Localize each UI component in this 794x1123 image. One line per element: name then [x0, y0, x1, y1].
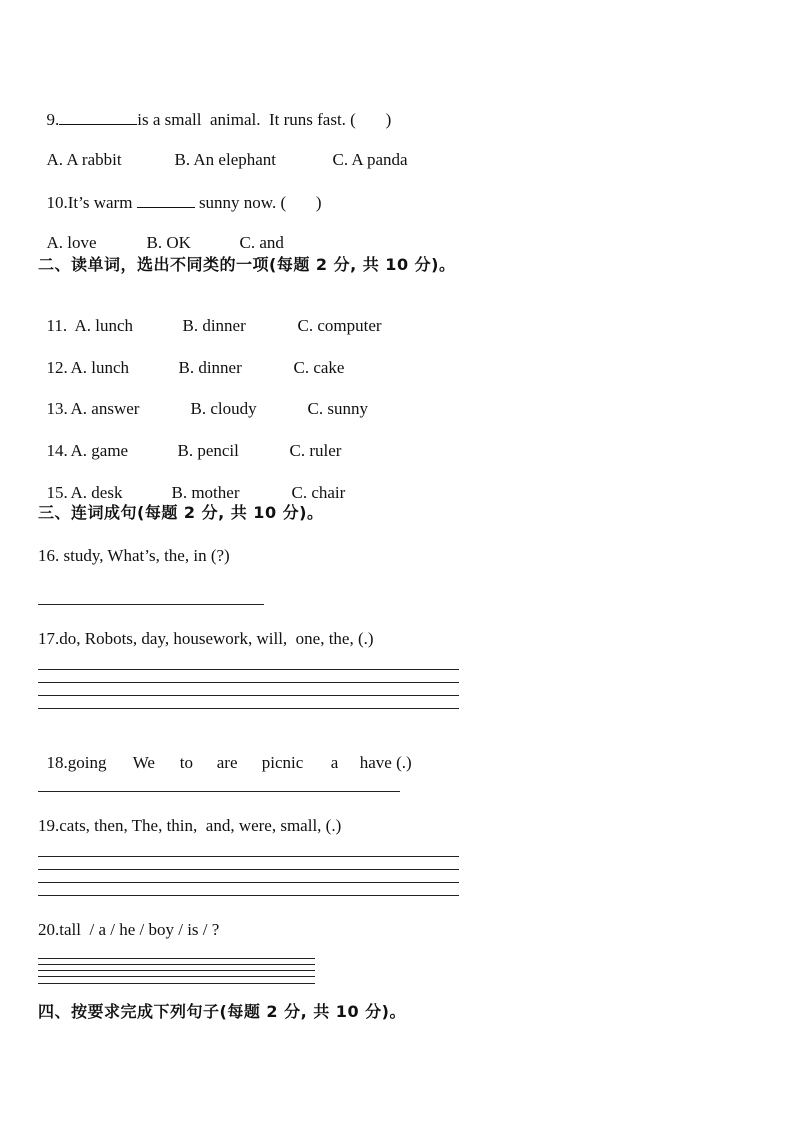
- option-a[interactable]: A. love: [46, 233, 97, 252]
- answer-line[interactable]: [38, 856, 459, 857]
- question-text-pre: It’s warm: [67, 193, 137, 212]
- option-c[interactable]: C. cake: [293, 358, 345, 377]
- option-b[interactable]: B. An elephant: [174, 150, 277, 169]
- question-number: 11.: [46, 316, 68, 335]
- answer-blank[interactable]: [137, 191, 195, 208]
- option-b[interactable]: B. mother: [171, 483, 240, 502]
- option-c[interactable]: C. ruler: [289, 441, 342, 460]
- word: We: [132, 753, 155, 772]
- question-11: [38, 296, 382, 336]
- option-c[interactable]: C. chair: [291, 483, 346, 502]
- question-number: 13.: [46, 399, 68, 418]
- option-c[interactable]: C. A panda: [332, 150, 408, 169]
- answer-line[interactable]: [38, 695, 459, 696]
- answer-line[interactable]: [38, 682, 459, 683]
- question-19: 19.cats, then, The, thin, and, were, small, (.): [38, 816, 342, 835]
- answer-line[interactable]: [38, 976, 315, 977]
- answer-line[interactable]: [38, 669, 459, 670]
- question-10-options: [38, 213, 284, 253]
- answer-line[interactable]: [38, 791, 400, 792]
- word: going: [67, 753, 107, 772]
- option-b[interactable]: B. cloudy: [190, 399, 257, 418]
- question-9: [38, 88, 391, 130]
- option-c[interactable]: C. sunny: [307, 399, 368, 418]
- section-2-heading: 二、读单词，选出不同类的一项(每题 2 分, 共 10 分)。: [38, 255, 456, 274]
- answer-blank[interactable]: [59, 108, 137, 125]
- answer-line[interactable]: [38, 958, 315, 959]
- option-b[interactable]: B. OK: [146, 233, 191, 252]
- answer-line[interactable]: [38, 970, 315, 971]
- question-14: [38, 421, 341, 461]
- question-text: is a small animal. It runs fast. ( ): [137, 110, 392, 129]
- answer-line[interactable]: [38, 708, 459, 709]
- question-number: 15.: [46, 483, 68, 502]
- question-15: [38, 463, 345, 503]
- option-a[interactable]: A. lunch: [70, 358, 130, 377]
- question-12: [38, 338, 344, 378]
- option-a[interactable]: A. lunch: [74, 316, 134, 335]
- answer-line[interactable]: [38, 895, 459, 896]
- question-9-options: [38, 130, 408, 170]
- question-text-post: sunny now. ( ): [194, 193, 322, 212]
- question-13: [38, 379, 368, 419]
- answer-line[interactable]: [38, 983, 315, 984]
- word: have (.): [359, 753, 412, 772]
- question-number: 14.: [46, 441, 68, 460]
- word: are: [216, 753, 238, 772]
- option-b[interactable]: B. pencil: [177, 441, 239, 460]
- answer-line[interactable]: [38, 964, 315, 965]
- question-number: 12.: [46, 358, 68, 377]
- question-10: [38, 171, 322, 213]
- option-c[interactable]: C. computer: [297, 316, 382, 335]
- section-4-heading: 四、按要求完成下列句子(每题 2 分, 共 10 分)。: [38, 1002, 406, 1021]
- word: picnic: [261, 753, 304, 772]
- section-3-heading: 三、连词成句(每题 2 分, 共 10 分)。: [38, 503, 324, 522]
- option-b[interactable]: B. dinner: [178, 358, 242, 377]
- option-a[interactable]: A. answer: [70, 399, 140, 418]
- option-a[interactable]: A. game: [70, 441, 129, 460]
- word: a: [330, 753, 339, 772]
- answer-line[interactable]: [38, 869, 459, 870]
- question-number: 10.: [46, 193, 68, 212]
- question-20: 20.tall / a / he / boy / is / ?: [38, 920, 220, 939]
- question-17: 17.do, Robots, day, housework, will, one, the, (.): [38, 629, 374, 648]
- answer-line[interactable]: [38, 882, 459, 883]
- answer-line[interactable]: [38, 604, 264, 605]
- question-number: 9.: [46, 110, 60, 129]
- question-16: 16. study, What’s, the, in (?): [38, 546, 230, 565]
- option-a[interactable]: A. A rabbit: [46, 150, 122, 169]
- option-b[interactable]: B. dinner: [182, 316, 246, 335]
- option-c[interactable]: C. and: [239, 233, 284, 252]
- question-number: 18.: [46, 753, 68, 772]
- option-a[interactable]: A. desk: [70, 483, 123, 502]
- question-18: [38, 733, 412, 773]
- word: to: [179, 753, 193, 772]
